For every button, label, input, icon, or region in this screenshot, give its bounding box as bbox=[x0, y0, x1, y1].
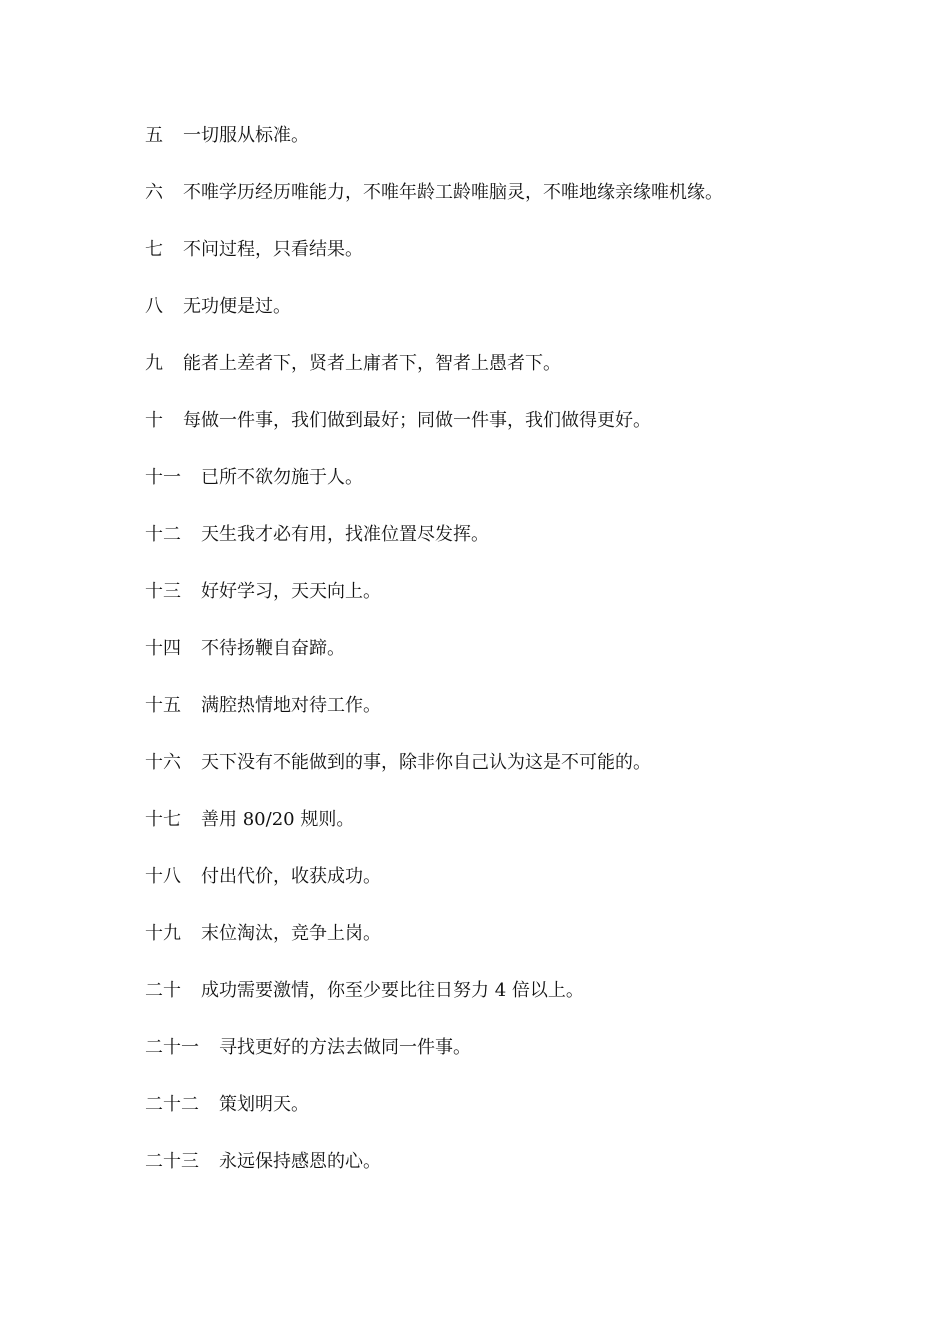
item-text: 不待扬鞭自奋蹄。 bbox=[201, 638, 345, 659]
item-number: 十三 bbox=[145, 581, 181, 602]
list-item bbox=[145, 806, 905, 863]
item-number: 十八 bbox=[145, 866, 181, 887]
list-item bbox=[145, 521, 905, 578]
list-item bbox=[145, 977, 905, 1034]
item-text: 天下没有不能做到的事，除非你自己认为这是不可能的。 bbox=[201, 752, 651, 773]
item-text: 不问过程，只看结果。 bbox=[183, 239, 363, 260]
item-number: 十六 bbox=[145, 752, 181, 773]
item-text: 付出代价，收获成功。 bbox=[201, 866, 381, 887]
item-text: 满腔热情地对待工作。 bbox=[201, 695, 381, 716]
item-text: 策划明天。 bbox=[219, 1094, 309, 1115]
list-item bbox=[145, 1148, 905, 1205]
item-text: 能者上差者下，贤者上庸者下，智者上愚者下。 bbox=[183, 353, 561, 374]
item-text: 每做一件事，我们做到最好；同做一件事，我们做得更好。 bbox=[183, 410, 651, 431]
list-item bbox=[145, 635, 905, 692]
item-number: 二十二 bbox=[145, 1094, 199, 1115]
list-item bbox=[145, 749, 905, 806]
item-text: 无功便是过。 bbox=[183, 296, 291, 317]
item-number: 九 bbox=[145, 353, 163, 374]
list-item bbox=[145, 1034, 905, 1091]
list-item bbox=[145, 293, 905, 350]
item-text: 永远保持感恩的心。 bbox=[219, 1151, 381, 1172]
item-number: 六 bbox=[145, 182, 163, 203]
list-item bbox=[145, 407, 905, 464]
item-text: 善用 80/20 规则。 bbox=[201, 809, 355, 830]
item-number: 二十三 bbox=[145, 1151, 199, 1172]
item-number: 十四 bbox=[145, 638, 181, 659]
item-number: 十五 bbox=[145, 695, 181, 716]
list-item bbox=[145, 692, 905, 749]
item-text: 寻找更好的方法去做同一件事。 bbox=[219, 1037, 471, 1058]
item-text: 末位淘汰，竞争上岗。 bbox=[201, 923, 381, 944]
list-item bbox=[145, 1091, 905, 1148]
item-text: 已所不欲勿施于人。 bbox=[201, 467, 363, 488]
item-text: 好好学习，天天向上。 bbox=[201, 581, 381, 602]
item-text: 成功需要激情，你至少要比往日努力 4 倍以上。 bbox=[201, 980, 584, 1001]
list-item bbox=[145, 350, 905, 407]
item-number: 十 bbox=[145, 410, 163, 431]
item-text: 不唯学历经历唯能力，不唯年龄工龄唯脑灵，不唯地缘亲缘唯机缘。 bbox=[183, 182, 723, 203]
list-item bbox=[145, 920, 905, 977]
item-number: 十一 bbox=[145, 467, 181, 488]
item-number: 二十一 bbox=[145, 1037, 199, 1058]
list-item bbox=[145, 179, 905, 236]
item-number: 五 bbox=[145, 125, 163, 146]
item-number: 七 bbox=[145, 239, 163, 260]
item-text: 一切服从标准。 bbox=[183, 125, 309, 146]
item-number: 十九 bbox=[145, 923, 181, 944]
list-item bbox=[145, 236, 905, 293]
list-item bbox=[145, 464, 905, 521]
list-item bbox=[145, 578, 905, 635]
item-text: 天生我才必有用，找准位置尽发挥。 bbox=[201, 524, 489, 545]
item-number: 二十 bbox=[145, 980, 181, 1001]
item-number: 十二 bbox=[145, 524, 181, 545]
principles-list bbox=[145, 122, 905, 1205]
list-item bbox=[145, 863, 905, 920]
list-item bbox=[145, 122, 905, 179]
item-number: 八 bbox=[145, 296, 163, 317]
item-number: 十七 bbox=[145, 809, 181, 830]
